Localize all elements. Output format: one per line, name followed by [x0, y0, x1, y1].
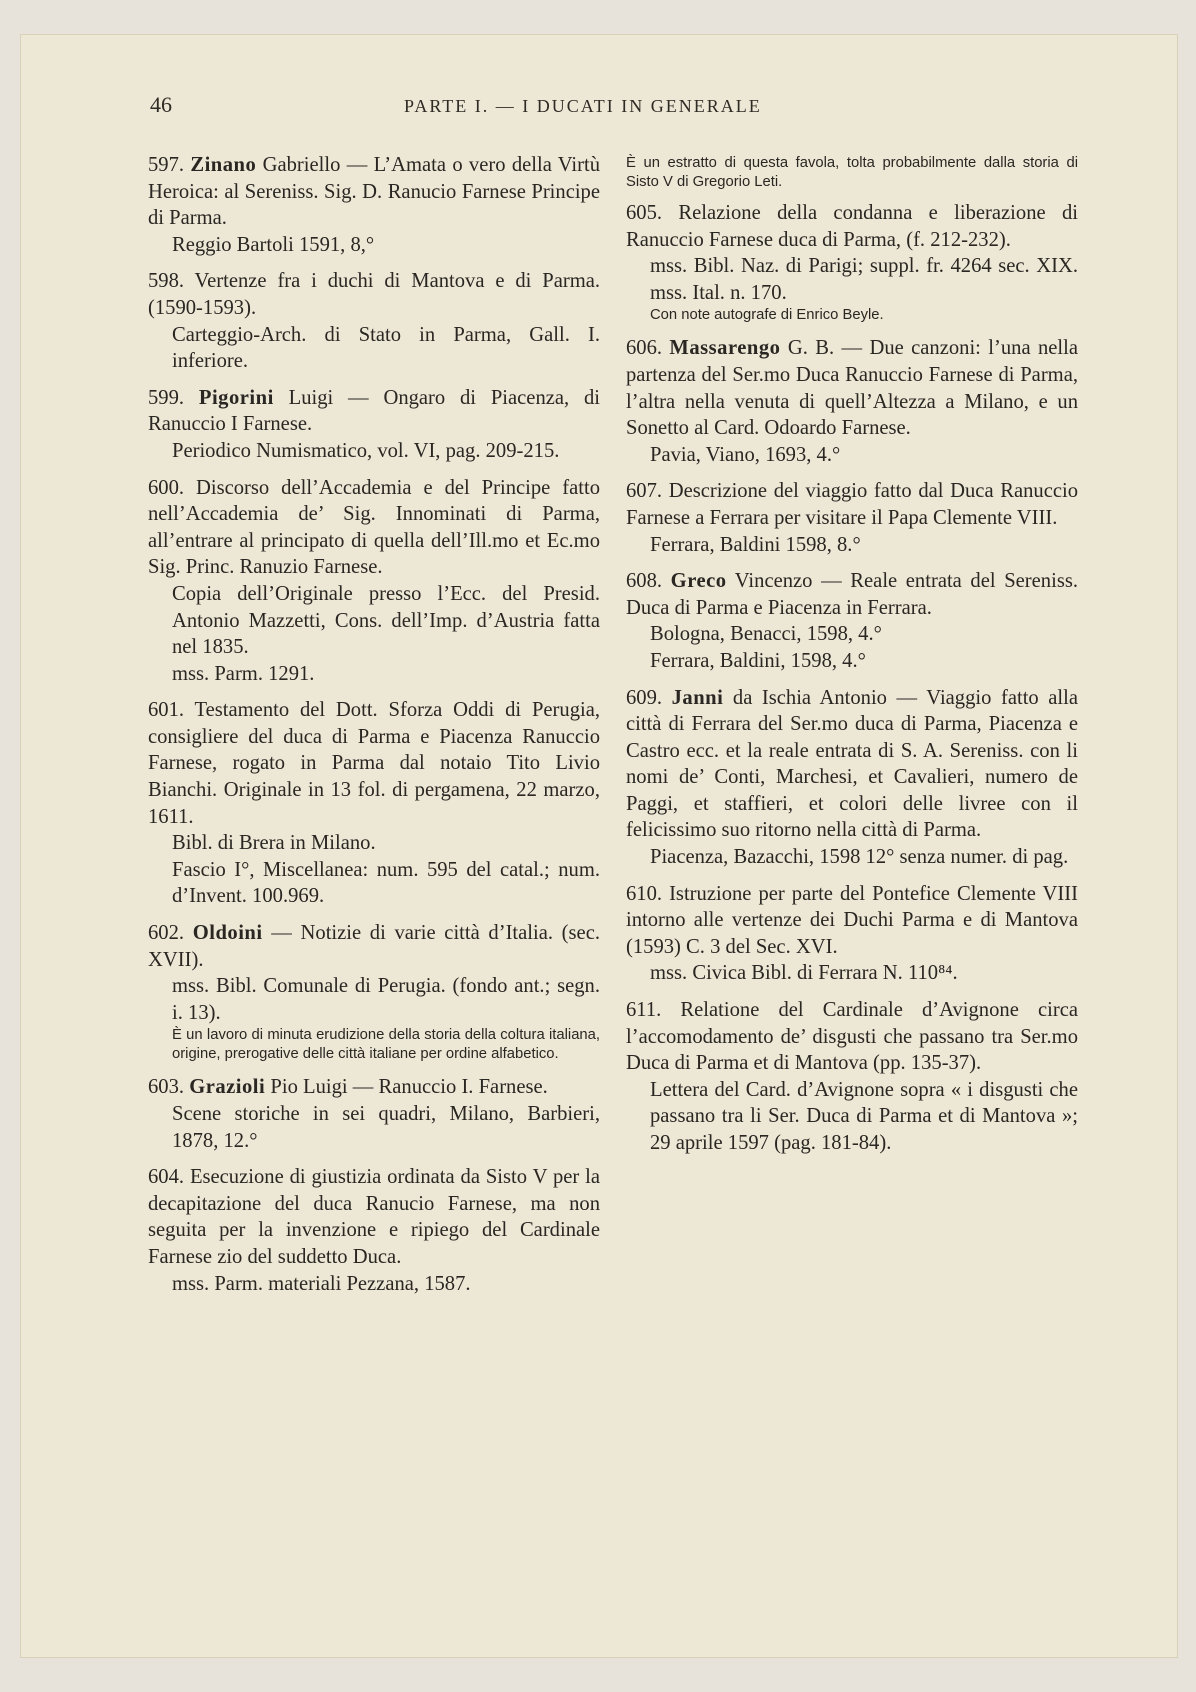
entry-description: Gabriello — L’Amata o vero della Virtù Heroica: al Sereniss. Sig. D. Ranucio Farnese Principe di Parma. — [148, 154, 601, 230]
catalog-entry — [148, 697, 600, 910]
entry-text — [148, 697, 600, 830]
catalog-entry — [148, 385, 600, 465]
entry-source: Fascio I°, Miscellanea: num. 595 del catal.; num. d’Invent. 100.969. — [172, 858, 600, 908]
entry-source: Scene storiche in sei quadri, Milano, Barbieri, 1878, 12.° — [172, 1103, 600, 1152]
entry-number: 610. — [626, 882, 670, 905]
catalog-entry — [626, 335, 1078, 468]
catalog-entry — [626, 568, 1078, 674]
entry-source: Bologna, Benacci, 1598, 4.° — [650, 623, 882, 646]
entry-source: mss. Civica Bibl. di Ferrara N. 110⁸⁴. — [650, 962, 958, 985]
entry-number: 606. — [626, 337, 670, 360]
entry-author: Massarengo — [669, 337, 781, 360]
catalog-entry — [626, 997, 1078, 1157]
entry-author: Zinano — [190, 154, 257, 176]
entry-source: Ferrara, Baldini, 1598, 4.° — [650, 649, 866, 672]
entry-number: 609. — [626, 686, 672, 709]
entry-author: Oldoini — [192, 922, 263, 945]
entry-description: Discorso dell’Accademia e del Principe fatto nell’Accademia de’ Sig. Innominati di Parma, all’entrare al principato di quella dell’Ill.mo et Ec.mo Sig. Princ. Ranuzio Farnese. — [148, 476, 600, 579]
running-header: PARTE I. — I DUCATI IN GENERALE — [404, 96, 762, 116]
entry-description: G. B. — Due canzoni: l’una nella partenza del Ser.mo Duca Ranuccio Farnese di Parma, l’altra nella venuta di quell’Altezza a Milano, e un Sonetto al Card. Odoardo Farnese. — [626, 337, 1078, 440]
catalog-entry — [626, 478, 1078, 558]
entry-text — [148, 1164, 600, 1270]
entry-text — [626, 997, 1078, 1077]
entry-description: Descrizione del viaggio fatto dal Duca Ranuccio Farnese a Ferrara per visitare il Papa Clemente VIII. — [626, 480, 1079, 529]
entry-text — [626, 200, 1078, 253]
entry-source: Ferrara, Baldini 1598, 8.° — [650, 533, 861, 556]
right-column — [626, 152, 1078, 1167]
entry-author: Pigorini — [198, 386, 274, 409]
entry-source: Copia dell’Originale presso l’Ecc. del Presid. Antonio Mazzetti, Cons. dell’Imp. d’Austria fatta nel 1835. — [172, 582, 600, 659]
catalog-entry — [626, 881, 1078, 987]
entry-description: Istruzione per parte del Pontefice Clemente VIII intorno alle vertenze dei Duchi Parma e di Mantova (1593) C. 3 del Sec. XVI. — [626, 882, 1079, 958]
entry-source: mss. Parm. 1291. — [172, 662, 315, 685]
entry-text — [148, 268, 600, 321]
entry-number: 597. — [148, 154, 191, 176]
entry-text — [626, 478, 1078, 531]
entry-source: Pavia, Viano, 1693, 4.° — [650, 443, 841, 466]
entry-number: 601. — [148, 699, 195, 722]
entry-text — [148, 475, 600, 581]
entry-number: 608. — [626, 570, 671, 593]
entry-description: Pio Luigi — Ranuccio I. Farnese. — [270, 1076, 548, 1099]
catalog-entry — [148, 1164, 600, 1297]
entry-source: Piacenza, Bazacchi, 1598 12° senza numer. di pag. — [650, 846, 1069, 869]
entry-description: da Ischia Antonio — Viaggio fatto alla città di Ferrara del Ser.mo duca di Parma, Piacenza e Castro ecc. et la reale entrata di S. A. Sereniss. con li nomi de’ Conti, Marchesi, et Cavalieri, numero de Paggi, et staffieri, et colori delle livree con il felicissimo suo ritorno nella città di Parma. — [626, 686, 1078, 842]
catalog-entry — [148, 268, 600, 374]
entry-text — [148, 385, 600, 438]
page-number: 46 — [150, 92, 172, 117]
entry-description: Esecuzione di giustizia ordinata da Sisto V per la decapitazione del duca Ranucio Farnese, ma non seguita per la invenzione e ripiego del Cardinale Farnese zio del suddetto Duca. — [148, 1166, 601, 1268]
entry-number: 602. — [148, 922, 193, 945]
entry-source: mss. Bibl. Naz. di Parigi; suppl. fr. 4264 sec. XIX. mss. Ital. n. 170. — [650, 255, 1078, 304]
entry-text — [626, 335, 1078, 441]
entry-source: Carteggio-Arch. di Stato in Parma, Gall. I. inferiore. — [172, 323, 600, 373]
entry-text — [626, 685, 1078, 845]
entry-number: 607. — [626, 480, 669, 503]
entry-description: Vertenze fra i duchi di Mantova e di Parma. (1590-1593). — [148, 270, 600, 319]
entry-description: Luigi — Ongaro di Piacenza, di Ranuccio I Farnese. — [148, 386, 600, 436]
entry-description: — Notizie di varie città d’Italia. (sec. XVII). — [148, 922, 600, 971]
right-column-entries — [626, 200, 1078, 1157]
catalog-entry — [626, 200, 1078, 325]
entry-author: Greco — [670, 570, 727, 593]
entry-number: 599. — [148, 386, 199, 409]
entry-number: 604. — [148, 1166, 190, 1189]
continued-note: È un estratto di questa favola, tolta probabilmente dalla storia di Sisto V di Gregorio Leti. — [626, 155, 1078, 190]
catalog-entry — [148, 920, 600, 1064]
entry-text — [626, 568, 1078, 621]
entry-source: Lettera del Card. d’Avignone sopra « i disgusti che passano tra li Ser. Duca di Parma et di Mantova »; 29 aprile 1597 (pag. 181-84). — [650, 1078, 1078, 1154]
entry-number: 605. — [626, 202, 679, 224]
entry-source: mss. Bibl. Comunale di Perugia. (fondo ant.; segn. i. 13). — [172, 975, 600, 1024]
catalog-entry — [148, 475, 600, 688]
entry-note: È un lavoro di minuta erudizione della storia della coltura italiana, origine, prerogative delle città italiane per ordine alfabetico. — [172, 1027, 600, 1063]
entry-source: Periodico Numismatico, vol. VI, pag. 209-215. — [172, 439, 560, 462]
entry-author: Grazioli — [189, 1076, 266, 1099]
entry-author: Janni — [671, 686, 724, 709]
entry-number: 598. — [148, 270, 195, 293]
entry-description: Relazione della condanna e liberazione di Ranuccio Farnese duca di Parma, (f. 212-232). — [626, 202, 1079, 251]
catalog-entry — [148, 1074, 600, 1154]
catalog-entry — [148, 152, 600, 258]
entry-text — [148, 152, 600, 232]
left-column — [148, 152, 600, 1307]
entry-description: Testamento del Dott. Sforza Oddi di Perugia, consigliere del duca di Parma e Piacenza Ranuccio Farnese, rogato in Parma dal notaio Tito Livio Bianchi. Originale in 13 fol. di pergamena, 22 marzo, 1611. — [148, 699, 600, 828]
entry-description: Relatione del Cardinale d’Avignone circa l’accomodamento de’ disgusti che passano tra Ser.mo Duca di Parma et di Mantova (pp. 135-37). — [626, 999, 1078, 1075]
entry-source: Bibl. di Brera in Milano. — [172, 832, 376, 855]
entry-number: 600. — [148, 476, 196, 499]
entry-description: Vincenzo — Reale entrata del Sereniss. Duca di Parma e Piacenza in Ferrara. — [626, 570, 1079, 619]
entry-source: Reggio Bartoli 1591, 8,° — [172, 233, 375, 256]
entry-note: Con note autografe di Enrico Beyle. — [650, 307, 884, 324]
entry-text — [148, 920, 600, 973]
entry-text — [626, 881, 1078, 961]
entry-number: 611. — [626, 999, 681, 1022]
entry-text — [148, 1074, 600, 1101]
entry-number: 603. — [148, 1076, 190, 1099]
entry-source: mss. Parm. materiali Pezzana, 1587. — [172, 1272, 471, 1295]
catalog-entry — [626, 685, 1078, 871]
